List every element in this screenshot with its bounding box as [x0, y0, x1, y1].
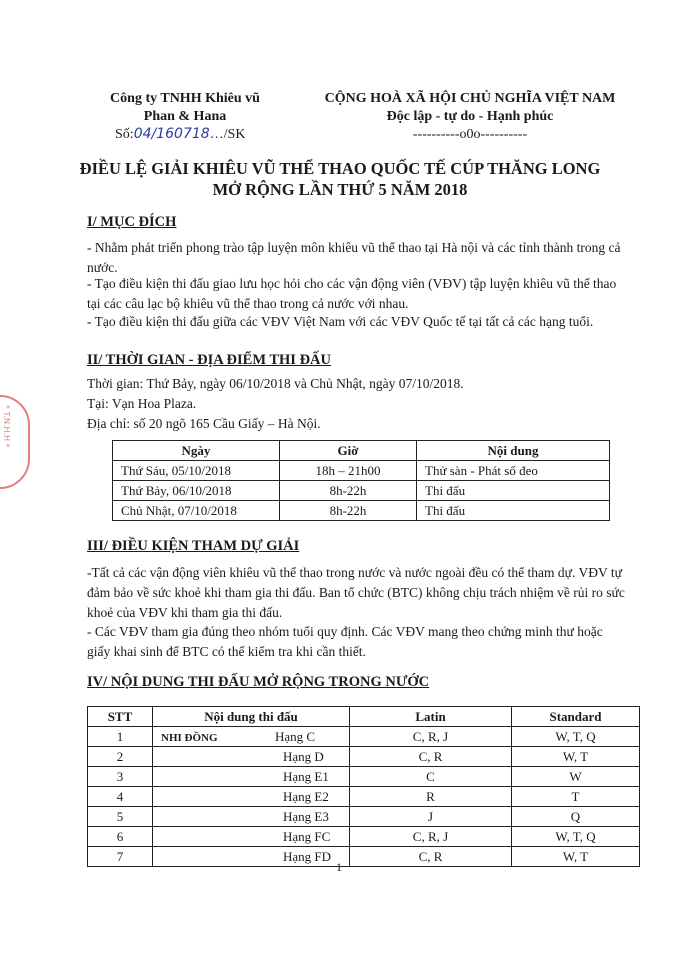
group-label: NHI ĐỒNG — [161, 731, 218, 744]
company-line2: Phan & Hana — [143, 109, 227, 124]
company-line1: Công ty TNHH Khiêu vũ — [110, 91, 260, 106]
table-header-row: Ngày Giờ Nội dung — [113, 441, 610, 461]
section1-p1: - Nhằm phát triển phong trào tập luyện môn khiêu vũ thể thao tại Hà nội và các tỉnh thành trong cả nước. — [87, 240, 621, 275]
company-name — [100, 90, 270, 126]
page-number: 1 — [336, 860, 342, 874]
table-row: 4 Hạng E2 R T — [88, 787, 640, 807]
stamp-text: * T.N.H.H * — [2, 405, 11, 448]
schedule-table — [112, 440, 610, 521]
table-row: 2 Hạng D C, R W, T — [88, 747, 640, 767]
table-row: Thứ Bảy, 06/10/2018 8h-22h Thi đấu — [113, 481, 610, 501]
table-header-row: STT Nội dung thi đấu Latin Standard — [88, 707, 640, 727]
table-row: 3 Hạng E1 C W — [88, 767, 640, 787]
section1-heading: I/ MỤC ĐÍCH — [87, 214, 177, 230]
table-row: 1 NHI ĐỒNG Hạng C C, R, J W, T, Q — [88, 727, 640, 747]
venue-line: Tại: Vạn Hoa Plaza. — [87, 396, 197, 411]
divider: ----------o0o---------- — [412, 127, 528, 142]
section3-p2: - Các VĐV tham gia đúng theo nhóm tuổi quy định. Các VĐV mang theo chứng minh thư hoặc giấy khai sinh để BTC có thể kiểm tra khi cần thiết. — [87, 624, 603, 659]
document-title: ĐIỀU LỆ GIẢI KHIÊU VŨ THỂ THAO QUỐC TẾ CÚP THĂNG LONG MỞ RỘNG LẦN THỨ 5 NĂM 2018 — [79, 159, 601, 199]
section3-p1: -Tất cả các vận động viên khiêu vũ thể thao trong nước và nước ngoài đều có thể tham dự. VĐV tự đảm bảo về sức khoẻ khi tham gia thi đấu. Ban tổ chức (BTC) không chịu trách nhiệm về rủi ro sức khoẻ của VĐV khi tham gia thi đấu. — [87, 565, 625, 620]
table-row: Thứ Sáu, 05/10/2018 18h – 21h00 Thử sàn - Phát số đeo — [113, 461, 610, 481]
table-row: 5 Hạng E3 J Q — [88, 807, 640, 827]
section3-heading: III/ ĐIỀU KIỆN THAM DỰ GIẢI — [87, 538, 300, 554]
categories-table — [87, 706, 640, 867]
table-row: 6 Hạng FC C, R, J W, T, Q — [88, 827, 640, 847]
time-line: Thời gian: Thứ Bảy, ngày 06/10/2018 và Chủ Nhật, ngày 07/10/2018. — [87, 376, 464, 391]
table-row: Chủ Nhật, 07/10/2018 8h-22h Thi đấu — [113, 501, 610, 521]
section2-heading: II/ THỜI GIAN - ĐỊA ĐIỂM THI ĐẤU — [87, 352, 331, 368]
section1-p3: - Tạo điều kiện thi đấu giữa các VĐV Việt Nam với các VĐV Quốc tế tại tất cả các hạng tuổi. — [87, 314, 594, 329]
address-line: Địa chỉ: số 20 ngõ 165 Cầu Giấy – Hà Nội. — [87, 416, 321, 431]
document-number: Số:04/160718…/SK — [115, 126, 246, 142]
handwritten-number: 04/160718 — [133, 126, 210, 142]
section1-p2: - Tạo điều kiện thi đấu giao lưu học hỏi cho các vận động viên (VĐV) tập luyện khiêu vũ thể thao tại các câu lạc bộ khiêu vũ thể thao trong cả nước với nhau. — [87, 276, 617, 311]
section4-heading: IV/ NỘI DUNG THI ĐẤU MỞ RỘNG TRONG NƯỚC — [87, 674, 430, 690]
company-stamp — [0, 395, 30, 489]
national-header — [300, 90, 640, 144]
table-row: 7 Hạng FD C, R W, T — [88, 847, 640, 867]
nation-line: CỘNG HOÀ XÃ HỘI CHỦ NGHĨA VIỆT NAM — [324, 91, 616, 106]
motto-line: Độc lập - tự do - Hạnh phúc — [386, 109, 554, 124]
